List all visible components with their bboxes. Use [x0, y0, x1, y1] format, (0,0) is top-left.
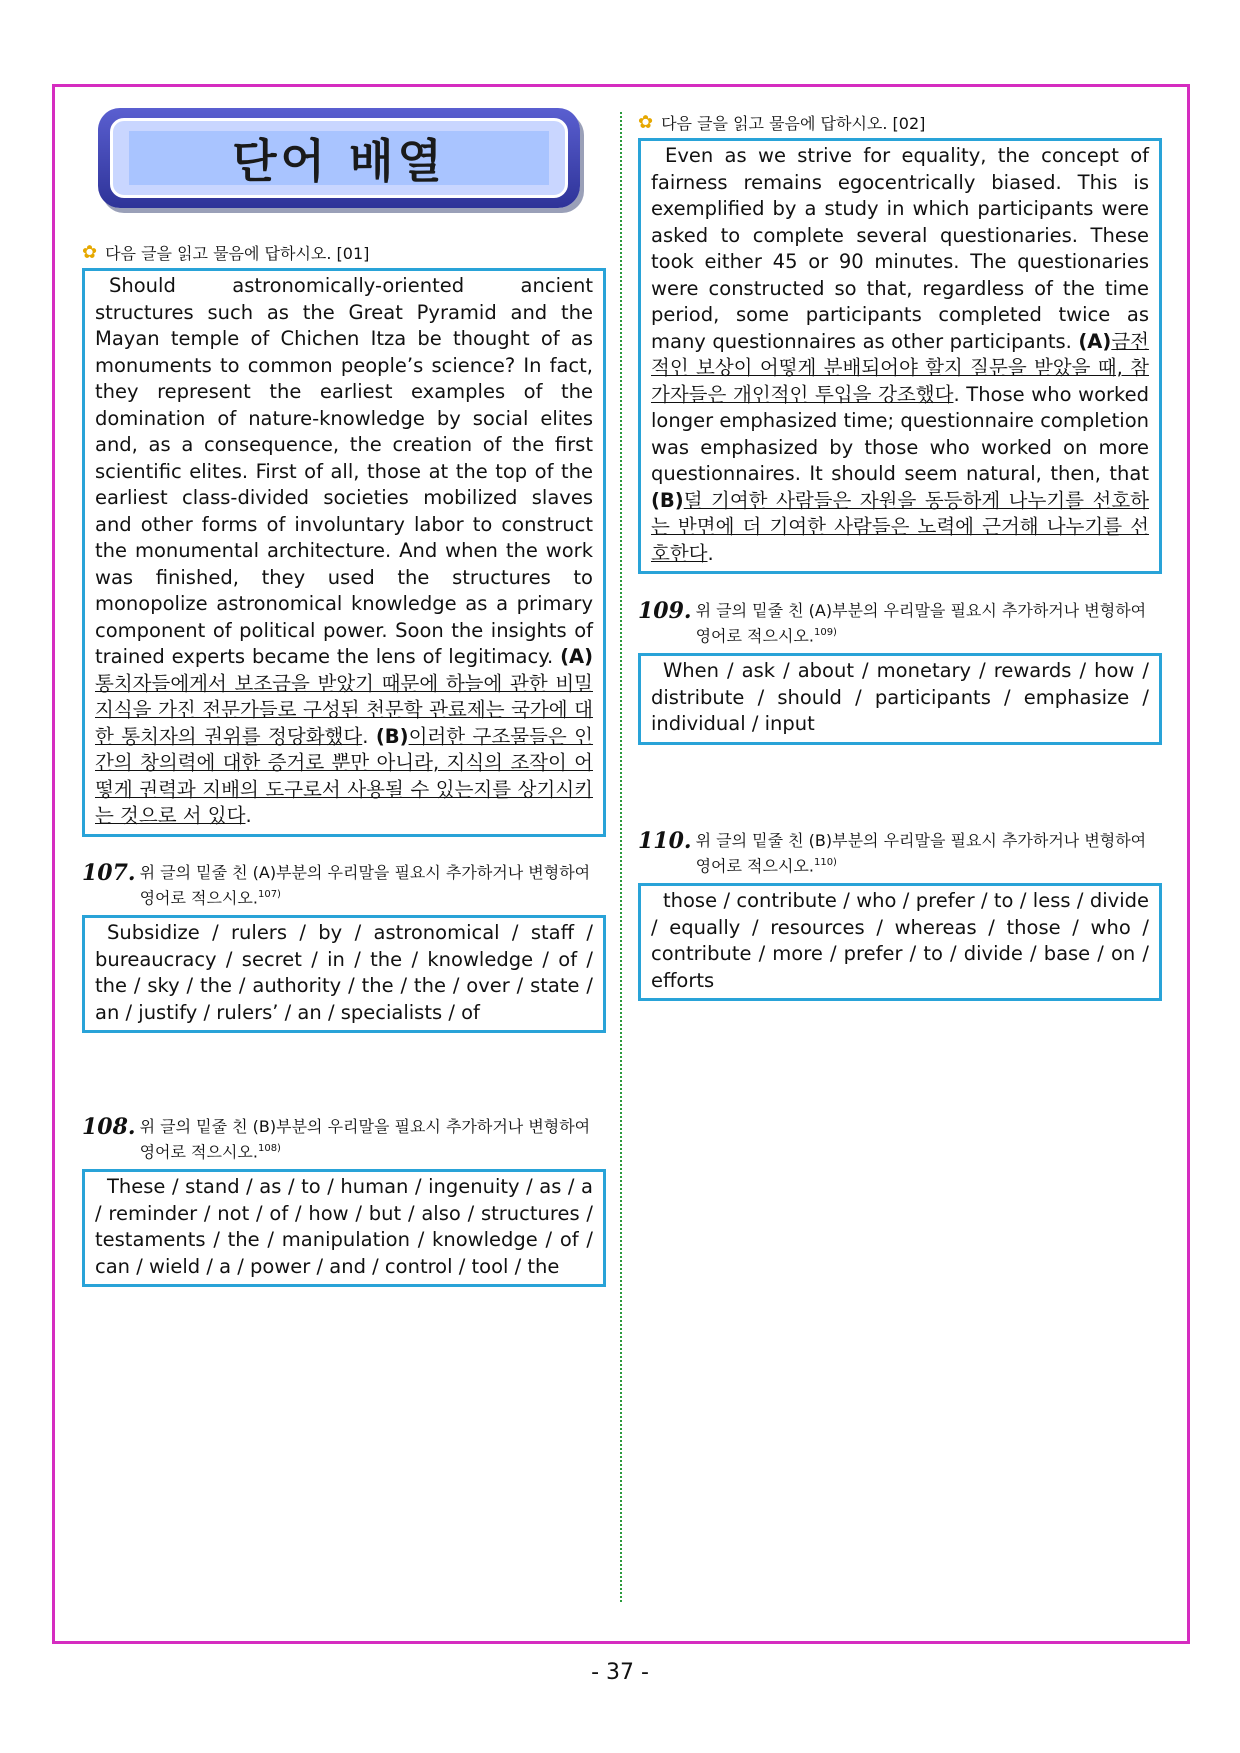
- question-number: 108.: [82, 1114, 136, 1140]
- question-number: 107.: [82, 860, 136, 886]
- passage-01: Should astronomically-oriented ancient structures such as the Great Pyramid and the Mayan temple of Chichen Itza be thought of as monuments to common people’s science? In fact, they represent the earliest examples of the domination of nature-knowledge by social elites and, as a consequence, the creation of the first scientific elites. First of all, those at the top of the earliest class-divided societies mobilized slaves and other forms of involuntary labor to construct the monumental architecture. And when the work was finished, they used the structures to monopolize astronomical knowledge as a primary component of political power. Soon the insights of trained experts became the lens of legitimacy. (A)통치자들에게서 보조금을 받았기 때문에 하늘에 관한 비밀 지식을 가진 전문가들로 구성된 천문학 관료제는 국가에 대한 통치자의 권위를 정당화했다. (B)이러한 구조물들은 인간의 창의력에 대한 증거로 뿐만 아니라, 지식의 조작이 어떻게 권력과 지배의 도구로서 사용될 수 있는지를 상기시키는 것으로 서 있다.: [82, 268, 606, 837]
- question-110: 110. 위 글의 밑줄 친 (B)부분의 우리말을 필요시 추가하거나 변형하여 영어로 적으시오.$^{110)}$ those / contribute / who / prefer / to / less / divide / equally / resources / whereas / those / who / contribute / more / prefer / to / divide / base / on / efforts: [638, 830, 1162, 1001]
- page-number: - 37 -: [591, 1660, 649, 1685]
- word-bank-107: Subsidize / rulers / by / astronomical / staff / bureaucracy / secret / in / the / knowledge / of / the / sky / the / authority / the / the / over / state / an / justify / rulers’ / an / specialists / of: [82, 915, 606, 1033]
- page-title: 단어 배열: [232, 134, 446, 188]
- word-bank-108: These / stand / as / to / human / ingenuity / as / a / reminder / not / of / how / but / also / structures / testaments / the / manipulation / knowledge / of / can / wield / a / power / and / control / tool / the: [82, 1169, 606, 1287]
- right-column: [638, 110, 1162, 574]
- question-number: 109.: [638, 598, 692, 624]
- question-109: 109. 위 글의 밑줄 친 (A)부분의 우리말을 필요시 추가하거나 변형하여 영어로 적으시오.$^{109)}$ When / ask / about / monetary / rewards / how / distribute / should / participants / emphasize / individual / input: [638, 600, 1162, 745]
- title-banner: [98, 108, 580, 208]
- column-divider: [620, 112, 622, 1602]
- left-column: [82, 240, 606, 837]
- flower-icon: ✿: [82, 241, 98, 263]
- instruction-01: ✿ 다음 글을 읽고 물음에 답하시오. [01]: [82, 241, 370, 263]
- instruction-02: ✿ 다음 글을 읽고 물음에 답하시오. [02]: [638, 111, 926, 133]
- passage-02: Even as we strive for equality, the concept of fairness remains egocentrically biased. This is exemplified by a study in which participants were asked to complete several questionaries. These took either 45 or 90 minutes. The questionaries were constructed so that, regardless of the time period, some participants completed twice as many questionnaires as other participants. (A)금전적인 보상이 어떻게 분배되어야 할지 질문을 받았을 때, 참가자들은 개인적인 투입을 강조했다. Those who worked longer emphasized time; questionnaire completion was emphasized by those who worked on more questionnaires. It should seem natural, then, that (B)덜 기여한 사람들은 자원을 동등하게 나누기를 선호하는 반면에 더 기여한 사람들은 노력에 근거해 나누기를 선호한다.: [638, 138, 1162, 574]
- word-bank-109: When / ask / about / monetary / rewards / how / distribute / should / participants / emphasize / individual / input: [638, 653, 1162, 745]
- flower-icon: ✿: [638, 111, 654, 133]
- question-number: 110.: [638, 828, 692, 854]
- word-bank-110: those / contribute / who / prefer / to / less / divide / equally / resources / whereas / those / who / contribute / more / prefer / to / divide / base / on / efforts: [638, 883, 1162, 1001]
- question-108: 108. 위 글의 밑줄 친 (B)부분의 우리말을 필요시 추가하거나 변형하여 영어로 적으시오.$^{108)}$ These / stand / as / to / human / ingenuity / as / a / reminder / not / of / how / but / also / structures / testaments / the / manipulation / knowledge / of / can / wield / a / power / and / control / tool / the: [82, 1116, 606, 1287]
- question-107: 107. 위 글의 밑줄 친 (A)부분의 우리말을 필요시 추가하거나 변형하여 영어로 적으시오.$^{107)}$ Subsidize / rulers / by / astronomical / staff / bureaucracy / secret / in / the / knowledge / of / the / sky / the / authority / the / the / over / state / an / justify / rulers’ / an / specialists / of: [82, 862, 606, 1033]
